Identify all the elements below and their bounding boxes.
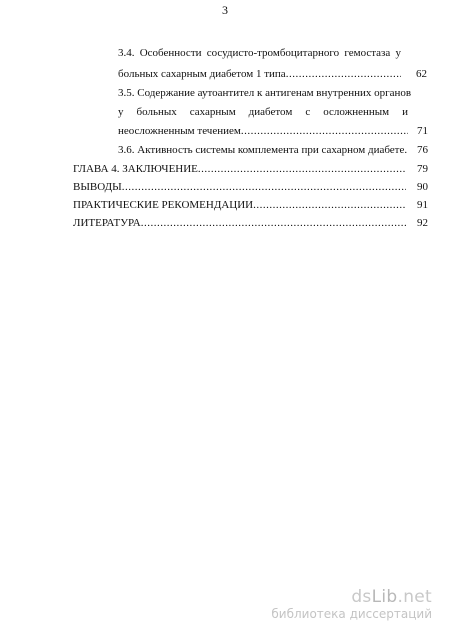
dslib-logo [271, 587, 432, 607]
toc-entry-3-6 [118, 143, 408, 157]
toc-entry-3-5-title-end: неосложненным течением [118, 125, 241, 137]
toc-entry-3-4-title-end: больных сахарным диабетом 1 типа [118, 68, 286, 80]
toc-entry-conclusions-title: ВЫВОДЫ [73, 181, 122, 193]
toc-entry-3-4-line-1: 3.4. Особенности сосудисто-тромбоцитарного гемостаза у [118, 47, 401, 59]
dot-leader [241, 124, 408, 138]
logo-ds: ds [351, 587, 372, 607]
dslib-watermark [271, 587, 432, 621]
toc-entry-conclusions [73, 180, 406, 194]
dot-leader [122, 180, 406, 194]
toc-entry-3-5-page: 71 [417, 125, 428, 137]
toc-entry-3-5-line-3 [118, 124, 408, 138]
dot-leader [198, 162, 406, 176]
toc-entry-3-6-page: 76 [417, 144, 428, 156]
toc-entry-chapter-4-title: ГЛАВА 4. ЗАКЛЮЧЕНИЕ [73, 163, 198, 175]
toc-entry-3-6-title: 3.6. Активность системы комплемента при сахарном диабете [118, 144, 405, 156]
toc-entry-3-5-line-1: 3.5. Содержание аутоантител к антигенам внутренних органов [118, 87, 412, 99]
toc-entry-recommendations-page: 91 [417, 199, 428, 211]
toc-entry-literature-page: 92 [417, 217, 428, 229]
toc-entry-literature-title: ЛИТЕРАТУРА [73, 217, 141, 229]
toc-entry-recommendations-title: ПРАКТИЧЕСКИЕ РЕКОМЕНДАЦИИ [73, 199, 254, 211]
dot-leader [253, 198, 406, 212]
logo-lib: Lib [371, 587, 398, 607]
dot-leader [141, 216, 406, 230]
toc-entry-3-4-page: 62 [416, 68, 427, 80]
toc-entry-chapter-4-page: 79 [417, 163, 428, 175]
toc-entry-conclusions-page: 90 [417, 181, 428, 193]
watermark-subtitle: библиотека диссертаций [271, 607, 432, 621]
dot-leader [286, 67, 401, 81]
logo-net: .net [397, 587, 432, 607]
toc-entry-recommendations [73, 198, 406, 212]
page-number: 3 [222, 3, 228, 17]
toc-entry-3-5-line-2: у больных сахарным диабетом с осложненным и [118, 106, 408, 118]
toc-entry-literature [73, 216, 406, 230]
toc-entry-chapter-4 [73, 162, 406, 176]
toc-entry-3-4-line-2 [118, 67, 401, 81]
